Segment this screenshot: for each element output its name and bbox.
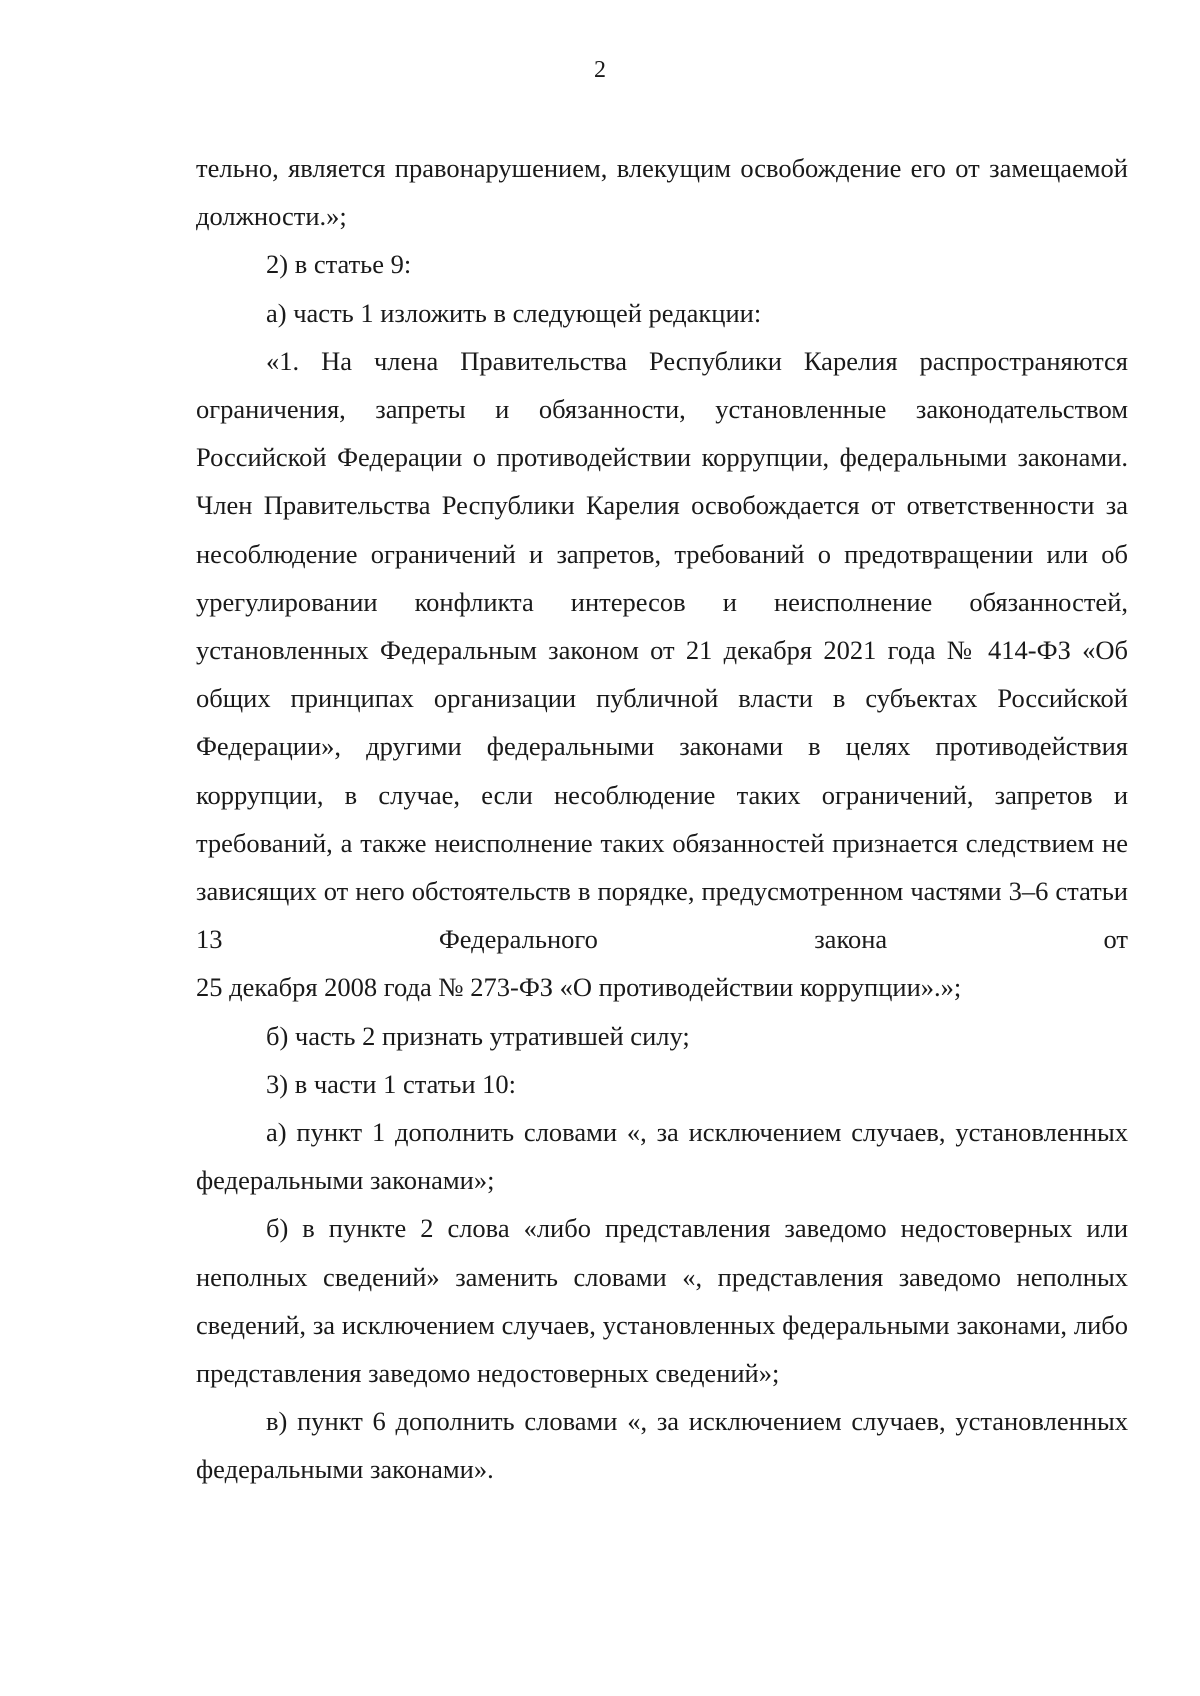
paragraph: «1. На члена Правительства Республики Карелия распространяются ограничения, запреты и обязанности, установленные законодательством Российской Федерации о противодействии коррупции, федеральными законами. Член Правительства Республики Карелия освобождается от ответственности за несоблюдение ограничений и запретов, требований о предотвращении или об урегулировании конфликта интересов и неисполнение обязанностей, установленных Федеральным законом от 21 декабря 2021 года № 414-ФЗ «Об общих принципах организации публичной власти в субъектах Российской Федерации», другими федеральными законами в целях противодействия коррупции, в случае, если несоблюдение таких ограничений, запретов и требований, а также неисполнение таких обязанностей признается следствием не зависящих от него обстоятельств в порядке, предусмотренном частями 3–6 статьи 13 Федерального закона от <box>196 345 1128 955</box>
paragraph: в) пункт 6 дополнить словами «, за исключением случаев, установленных федеральными законами». <box>196 1406 1128 1485</box>
paragraph: 3) в части 1 статьи 10: <box>266 1068 517 1099</box>
page-number: 2 <box>594 57 606 83</box>
paragraph: б) в пункте 2 слова «либо представления заведомо недостоверных или неполных сведений» заменить словами «, представления заведомо неполных сведений, за исключением случаев, установленных федеральными законами, либо представления заведомо недостоверных сведений»; <box>196 1213 1128 1389</box>
paragraph: б) часть 2 признать утратившей силу; <box>266 1020 690 1051</box>
document-body <box>196 144 1128 1494</box>
paragraph: а) часть 1 изложить в следующей редакции: <box>266 297 762 328</box>
paragraph: 25 декабря 2008 года № 273-ФЗ «О противодействии коррупции».»; <box>196 972 962 1003</box>
paragraph: тельно, является правонарушением, влекущим освобождение его от замещаемой должности.»; <box>196 153 1128 232</box>
paragraph: 2) в статье 9: <box>266 249 412 280</box>
paragraph: а) пункт 1 дополнить словами «, за исключением случаев, установленных федеральными законами»; <box>196 1117 1128 1196</box>
